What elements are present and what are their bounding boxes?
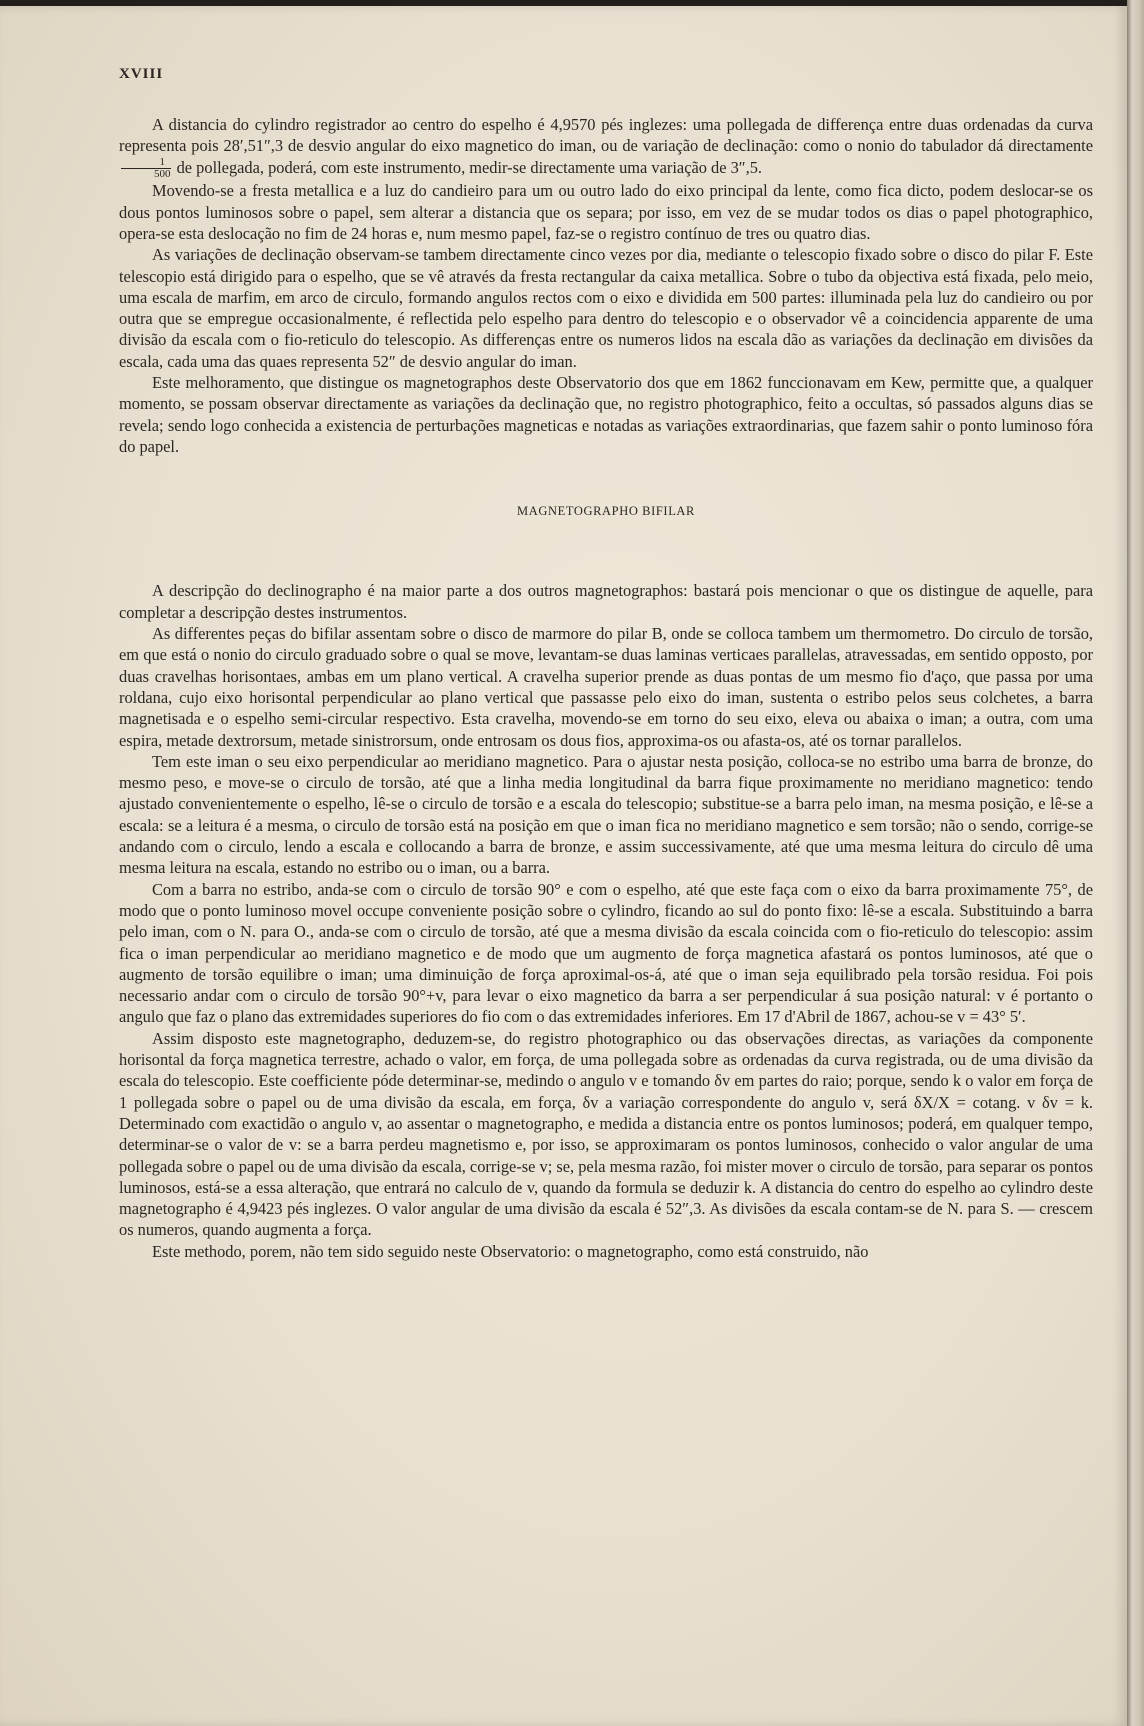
- paragraph: Com a barra no estribo, anda-se com o circulo de torsão 90° e com o espelho, até que este faça com o eixo da barra proximamente 75°, de modo que o ponto luminoso movel occupe conveniente posição sobre o cylindro, ficando ao sul do ponto fixo: lê-se a escala. Substituindo a barra pelo iman, com o N. para O., anda-se com o circulo de torsão, até que a mesma divisão da escala coincida com o fio-reticulo do telescopio: assim fica o iman perpendicular ao meridiano magnetico e de modo que um augmento de força magnetica afastará os pontos luminosos, até que o augmento de torsão equilibre o iman; uma diminuição de força aproximal-os-á, até que o iman seja equilibrado pela torsão residua. Foi pois necessario andar com o circulo de torsão 90°+v, para levar o eixo magnetico da barra a ser perpendicular á sua posição natural: v é portanto o angulo que faz o plano das extremidades superiores do fio com o das extremidades inferiores. Em 17 d'Abril de 1867, achou-se v = 43° 5′.: [119, 879, 1093, 1027]
- page-body: [119, 114, 1093, 1262]
- paragraph: Movendo-se a fresta metallica e a luz do candieiro para um ou outro lado do eixo principal da lente, como fica dicto, podem deslocar-se os dous pontos luminosos sobre o papel, sem alterar a distancia que os separa; por isso, em vez de se mudar todos os dias o papel photographico, opera-se esta deslocação no fim de 24 horas e, num mesmo papel, faz-se o registro contínuo de tres ou quatro dias.: [119, 181, 1093, 243]
- section-title: MAGNETOGRAPHO BIFILAR: [516, 504, 695, 519]
- page-number: XVIII: [119, 66, 164, 82]
- book-page: [0, 6, 1127, 1726]
- paragraph: Este methodo, porem, não tem sido seguido neste Observatorio: o magnetographo, como está construido, não: [152, 1241, 869, 1261]
- paragraph: Assim disposto este magnetographo, deduzem-se, do registro photographico ou das observações directas, as variações da componente horisontal da força magnetica terrestre, achado o valor, em força, de uma pollegada sobre as ordenadas da curva registrada, ou de uma divisão da escala do telescopio. Este coefficiente póde determinar-se, medindo o angulo v e tomando δv em partes do raio; porque, sendo k o valor em força de 1 pollegada sobre o papel ou de uma divisão da escala, em força, δv a variação correspondente do angulo v, será δX/X = cotang. v δv = k. Determinado com exactidão o angulo v, ao assentar o magnetographo, e medida a distancia entre os pontos luminosos; poderá, em qualquer tempo, determinar-se o valor de v: se a barra perdeu magnetismo e, por isso, se approximaram os pontos luminosos, conhecido o valor angular de uma pollegada sobre o papel ou de uma divisão da escala, corrige-se v; se, pela mesma razão, foi mister mover o circulo de torsão, para separar os pontos luminosos, está-se a essa alteração, que entrará no calculo de v, quando da formula se deduzir k. A distancia do centro do espelho ao cylindro deste magnetographo é 4,9423 pés inglezes. O valor angular de uma divisão da escala é 52″,3. As divisões da escala contam-se de N. para S. — crescem os numeros, quando augmenta a força.: [119, 1028, 1093, 1240]
- paragraph: A descripção do declinographo é na maior parte a dos outros magnetographos: bastará pois mencionar o que os distingue de aquelle, para completar a descripção destes instrumentos.: [119, 581, 1093, 622]
- paragraph: As differentes peças do bifilar assentam sobre o disco de marmore do pilar B, onde se colloca tambem um thermometro. Do circulo de torsão, em que está o nonio do circulo graduado sobre o qual se move, levantam-se duas laminas verticaes parallelas, atravessadas, em sentido opposto, por duas cravelhas horisontaes, ambas em um plano vertical. A cravelha superior prende as duas pontas de um mesmo fio d'aço, que passa por uma roldana, cujo eixo horisontal perpendicular ao plano vertical que passasse pelo eixo do iman, sustenta o estribo pelos seus colchetes, a barra magnetisada e o espelho semi-circular respectivo. Esta cravelha, movendo-se em torno do seu eixo, eleva ou abaixa o iman; a outra, com uma espira, metade dextrorsum, metade sinistrorsum, onde entrosam os dous fios, approxima-os ou afasta-os, até os tornar parallelos.: [119, 624, 1093, 750]
- paragraph: A distancia do cylindro registrador ao centro do espelho é 4,9570 pés inglezes: uma pollegada de differença entre duas ordenadas da curva representa pois 28′,51″,3 de desvio angular do eixo magnetico do iman, ou de variação de declinação: como o nonio do tabulador dá directamente $\frac{1}{500}$ de pollegada, poderá, com este instrumento, medir-se directamente uma variação de 3″,5.: [119, 115, 1093, 181]
- paragraph: Este melhoramento, que distingue os magnetographos deste Observatorio dos que em 1862 funccionavam em Kew, permitte que, a qualquer momento, se possam observar directamente as variações da declinação que, no registro photographico, feito a occultas, só passados alguns dias se revela; sendo logo conhecida a existencia de perturbações magneticas e notadas as variações extraordinarias, que fazem sahir o ponto luminoso fóra do papel.: [119, 373, 1093, 456]
- paragraph: Tem este iman o seu eixo perpendicular ao meridiano magnetico. Para o ajustar nesta posição, colloca-se no estribo uma barra de bronze, do mesmo peso, e move-se o circulo de torsão, até que a linha media longitudinal da barra fique proximamente no meridiano magnetico: tendo ajustado convenientemente o espelho, lê-se o circulo de torsão e a escala do telescopio; substitue-se a barra pelo iman, na mesma posição, e lê-se a escala: se a leitura é a mesma, o circulo de torsão está na posição em que o iman fica no meridiano magnetico e sem torsão; não o sendo, corrige-se andando com o circulo, lendo a escala e collocando a barra de bronze, e assim successivamente, até que uma mesma leitura do circulo dê uma mesma leitura na escala, estando no estribo ou o iman, ou a barra.: [119, 751, 1093, 878]
- fraction: $\frac{1}{500}$: [121, 157, 171, 180]
- page-edge: [1127, 0, 1144, 1726]
- paragraph: As variações de declinação observam-se tambem directamente cinco vezes por dia, mediante o telescopio fixado sobre o disco do pilar F. Este telescopio está dirigido para o espelho, que se vê através da fresta rectangular da caixa metallica. Sobre o tubo da objectiva está fixada, pelo meio, uma escala de marfim, em arco de circulo, formando angulos rectos com o eixo e dividida em 500 partes: illuminada pela luz do candieiro ou por outra que se empregue occasionalmente, é reflectida pelo espelho para dentro do telescopio e o observador vê a coincidencia apparente de uma divisão da escala com o fio-reticulo do telescopio. As differenças entre os numeros lidos na escala dão as variações da declinação em divisões da escala, cada uma das quaes representa 52″ de desvio angular do iman.: [119, 245, 1093, 371]
